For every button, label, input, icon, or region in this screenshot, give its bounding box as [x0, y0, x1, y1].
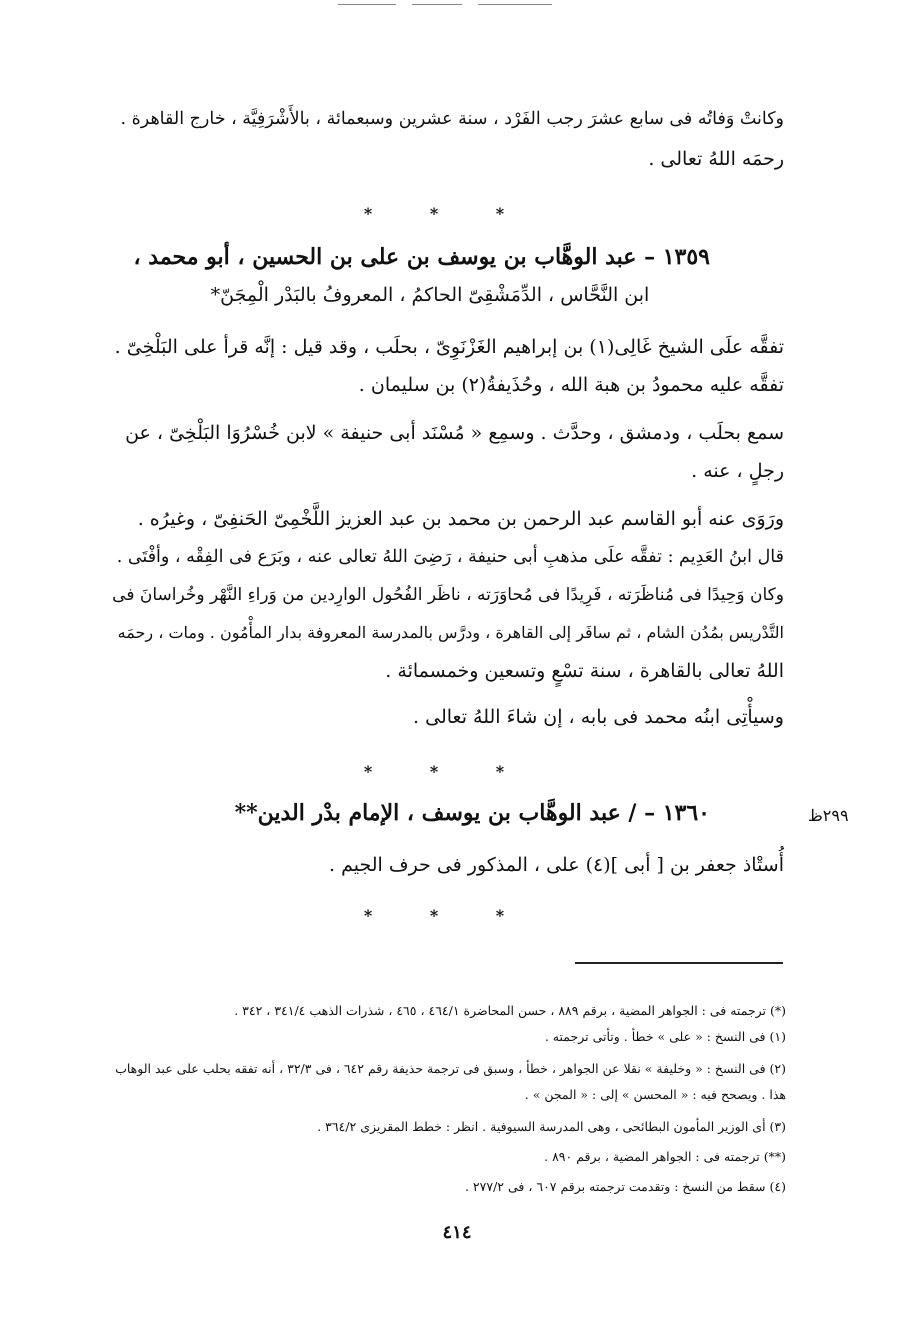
section-divider: * * * [363, 204, 531, 223]
entry-1359-para-8: التَّدْريس بمُدُن الشام ، ثم سافَر إلى القاهرة ، ودرَّس بالمدرسة المعروفة بدار المأْمُون . ومات ، رحمَه [117, 623, 784, 642]
page-number: ٤١٤ [442, 1222, 472, 1243]
section-divider: * * * [363, 906, 531, 925]
entry-1359-para-3: سمع بحلَب ، ودمشق ، وحدَّث . وسمِع « مُسْنَد أبى حنيفة » لابن خُسْرُوَا البَلْخِىّ ، عن [125, 422, 784, 444]
entry-1360-title: ١٣٦٠ – / عبد الوهَّاب بن يوسف ، الإمام بدْر الدين** [234, 800, 710, 826]
margin-folio-marker: ٢٩٩ظ [808, 806, 849, 825]
footnote: (٢) فى النسخ : « وخليفة » نقلا عن الجواهر ، خطأ ، وسبق فى ترجمة حذيفة رقم ٦٤٢ ، فى ٣٢/٣ ، أنه تفقه بحلب على عبد الوهاب [115, 1061, 786, 1076]
footnote: (*) ترجمته فى : الجواهر المضية ، برقم ٨٨٩ ، حسن المحاضرة ٤٦٤/١ ، ٤٦٥ ، شذرات الذهب ٣٤١/٤ ، ٣٤٢ . [234, 1003, 786, 1018]
entry-1359-para-7: وكان وَحِيدًا فى مُناظَرَته ، فَرِيدًا فى مُحاوَرَته ، ناظَر الفُحُول الوارِدين من وَراءِ النَّهْر وخُراسانَ فى [112, 585, 784, 605]
footnote: (**) ترجمته فى : الجواهر المضية ، برقم ٨٩٠ . [544, 1149, 786, 1164]
entry-1359-para-9: اللهُ تعالى بالقاهرة ، سنة تسْعٍ وتسعين وخمسمائة . [385, 660, 784, 682]
footnote: (٣) أى الوزير المأمون البطائحى ، وهى المدرسة السيوفية . انظر : خطط المقريزى ٣٦٤/٢ . [317, 1119, 786, 1134]
entry-1359-para-10: وسيأْتِى ابنُه محمد فى بابه ، إن شاءَ اللهُ تعالى . [413, 706, 784, 728]
entry-1359-subtitle: ابن النَّحَّاس ، الدِّمَشْقِىّ الحاكمُ ، المعروفُ بالبَدْر الْمِجَنّ* [210, 284, 650, 306]
footnote: هذا . ويصحح فيه : « المحسن » إلى : « المجن » . [524, 1087, 786, 1102]
footnote: (١) فى النسخ : « على » خطأ . وتأتى ترجمته . [544, 1029, 786, 1044]
entry-1359-para-6: قال ابنُ العَدِيم : تفقَّه علَى مذهبِ أبى حنيفة ، رَضِىَ اللهُ تعالى عنه ، وبَرَع فى الفِقْه ، وأفْتَى . [116, 547, 784, 567]
top-rule [0, 4, 914, 8]
entry-1359-para-5: ورَوَى عنه أبو القاسم عبد الرحمن بن محمد بن عبد العزيز اللَّخْمِىّ الحَنفِىّ ، وغيرُه . [137, 508, 784, 530]
intro-line-1: وكانتْ وَفاتُه فى سابع عشرَ رجب الفَرْد ، سنة عشرين وسبعمائة ، بالأَشْرَفِيَّة ، خارج القاهرة . [120, 109, 784, 129]
section-divider: * * * [363, 762, 531, 781]
entry-1359-para-4: رجلٍ ، عنه . [691, 460, 784, 482]
entry-1359-para-2: تفقَّه عليه محمودُ بن هبة الله ، وحُذَيفةُ(٢) بن سليمان . [358, 374, 784, 396]
entry-1359-title: ١٣٥٩ – عبد الوهَّاب بن يوسف بن على بن الحسين ، أبو محمد ، [133, 244, 710, 270]
footnote-rule [575, 962, 783, 964]
entry-1360-para: أُستْاذ جعفر بن [ أبى ](٤) على ، المذكور فى حرف الجيم . [329, 854, 784, 876]
intro-line-2: رحمَه اللهُ تعالى . [648, 148, 784, 170]
entry-1359-para-1: تفقَّه علَى الشيخ غَالِى(١) بن إبراهيم الغَزْنَوِىّ ، بحلَب ، وقد قيل : إنَّه قرأ على البَلْخِىّ . [114, 336, 784, 358]
footnote: (٤) سقط من النسخ : وتقدمت ترجمته برقم ٦٠٧ ، فى ٢٧٧/٢ . [464, 1179, 786, 1194]
